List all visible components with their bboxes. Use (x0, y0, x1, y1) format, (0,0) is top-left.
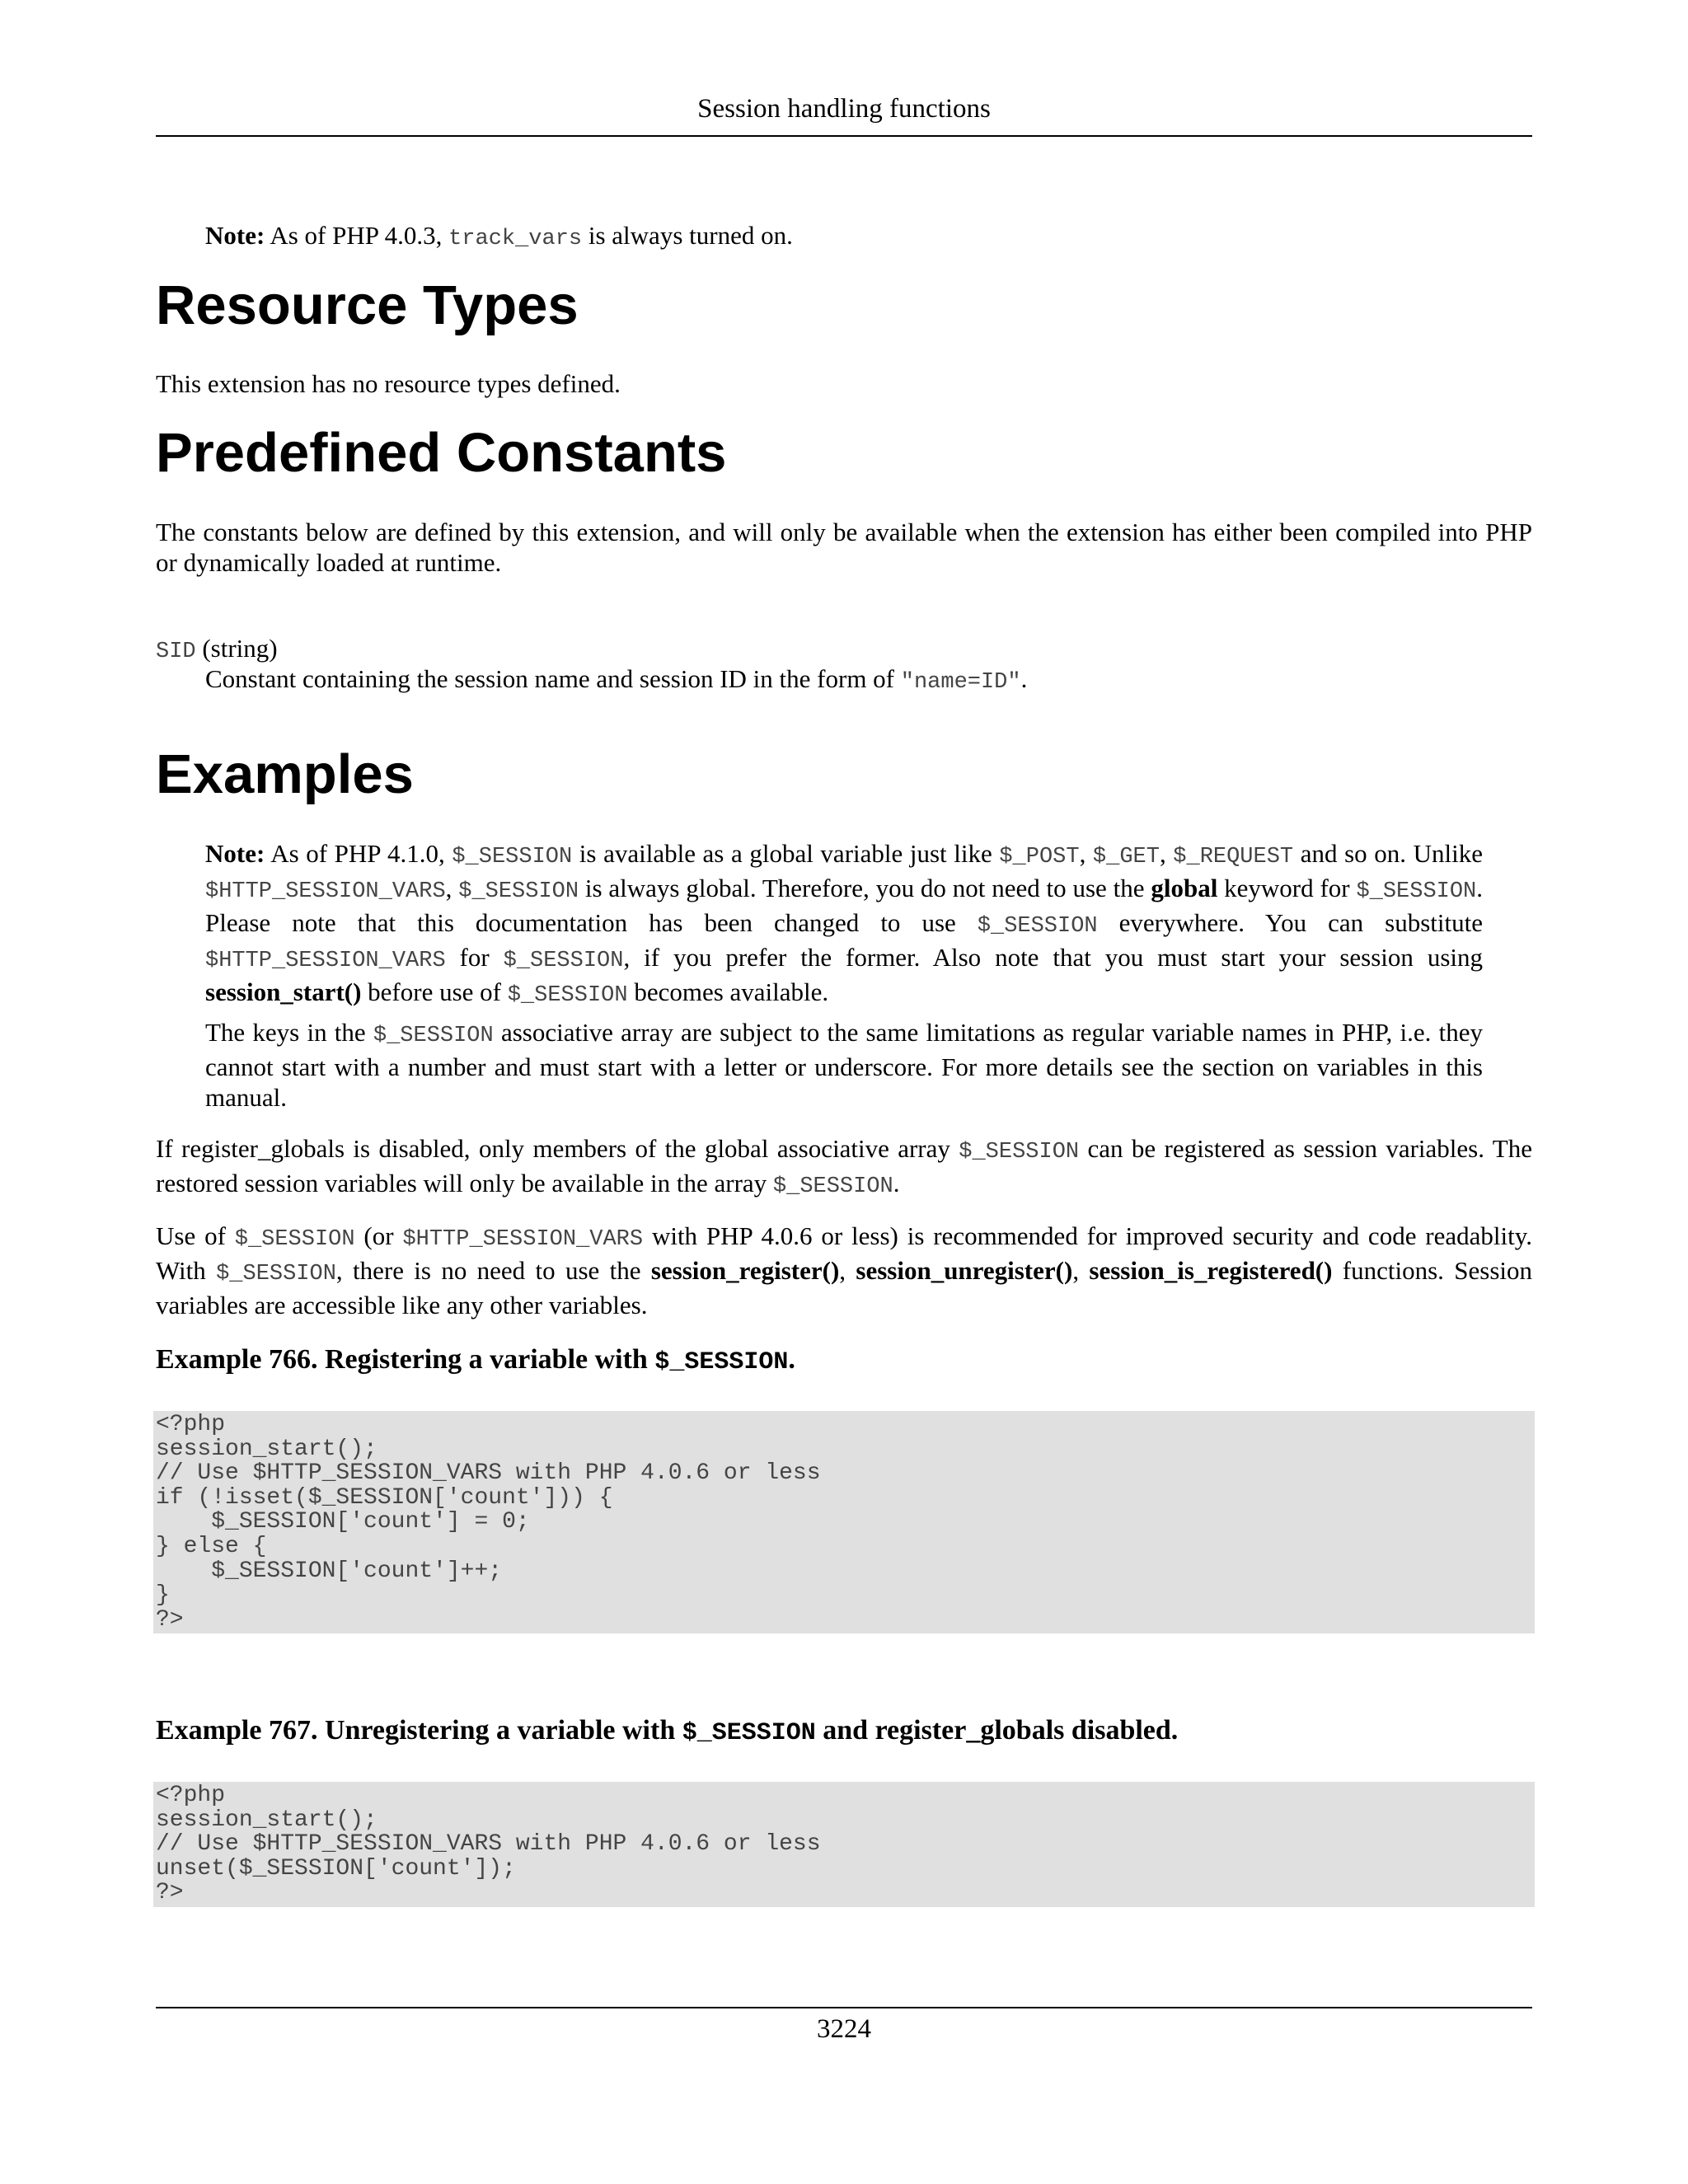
page-number: 3224 (817, 2014, 871, 2044)
use-of-session-paragraph: Use of $_SESSION (or $HTTP_SESSION_VARS with PHP 4.0.6 or less) is recommended for improved security and code readablity. With $_SESSION, there is no need to use the session_register(), session_unregister(), session_is_registered() functions. Session variables are accessible like any other variables. (156, 1221, 1532, 1319)
example-767-title: Example 767. Unregistering a variable with $_SESSION and register_globals disabled. (156, 1715, 1179, 1747)
heading-examples: Examples (156, 743, 414, 805)
footer-rule (156, 2007, 1532, 2008)
predefined-constants-text: The constants below are defined by this extension, and will only be available when the extension has either been compiled into PHP or dynamically loaded at runtime. (156, 518, 1532, 577)
note-track-vars: Note: As of PHP 4.0.3, track_vars is always turned on. (205, 221, 793, 251)
example-767-code: <?php session_start(); // Use $HTTP_SESSION_VARS with PHP 4.0.6 or less unset($_SESSION['count']); ?> (153, 1782, 1535, 1907)
note-session-global: Note: As of PHP 4.1.0, $_SESSION is available as a global variable just like $_POST, $_GET, $_REQUEST and so on. Unlike $HTTP_SESSION_VARS, $_SESSION is always global. Therefore, you do not need to use the global keyword for $_SESSION. Please note that this documentation has been changed to use $_SESSION everywhere. You can substitute $HTTP_SESSION_VARS for $_SESSION, if you prefer the former. Also note that you must start your session using session_start() before use of $_SESSION becomes available. (205, 839, 1484, 1008)
constant-term: SID (string) (156, 634, 278, 664)
example-766-code: <?php session_start(); // Use $HTTP_SESSION_VARS with PHP 4.0.6 or less if (!isset($_SESSION['count'])) { $_SESSION['count'] = 0; } else { $_SESSION['count']++; } ?> (153, 1411, 1535, 1633)
inline-code: track_vars (448, 227, 583, 251)
example-766-title: Example 766. Registering a variable with $_SESSION. (156, 1344, 795, 1376)
constant-description: Constant containing the session name and session ID in the form of "name=ID". (205, 664, 1028, 695)
heading-predefined-constants: Predefined Constants (156, 422, 727, 484)
note-session-keys: The keys in the $_SESSION associative array are subject to the same limitations as regular variable names in PHP, i.e. they cannot start with a number and must start with a letter or underscore. For more details see the section on variables in this manual. (205, 1018, 1483, 1112)
inline-code: "name=ID" (900, 670, 1021, 695)
running-header: Session handling functions (697, 94, 991, 124)
register-globals-paragraph: If register_globals is disabled, only members of the global associative array $_SESSION can be registered as session variables. The restored session variables will only be available in the array $_SESSION. (156, 1134, 1532, 1199)
constant-name: SID (156, 640, 196, 664)
header-rule (156, 135, 1532, 137)
heading-resource-types: Resource Types (156, 274, 579, 336)
resource-types-text: This extension has no resource types defined. (156, 369, 621, 398)
